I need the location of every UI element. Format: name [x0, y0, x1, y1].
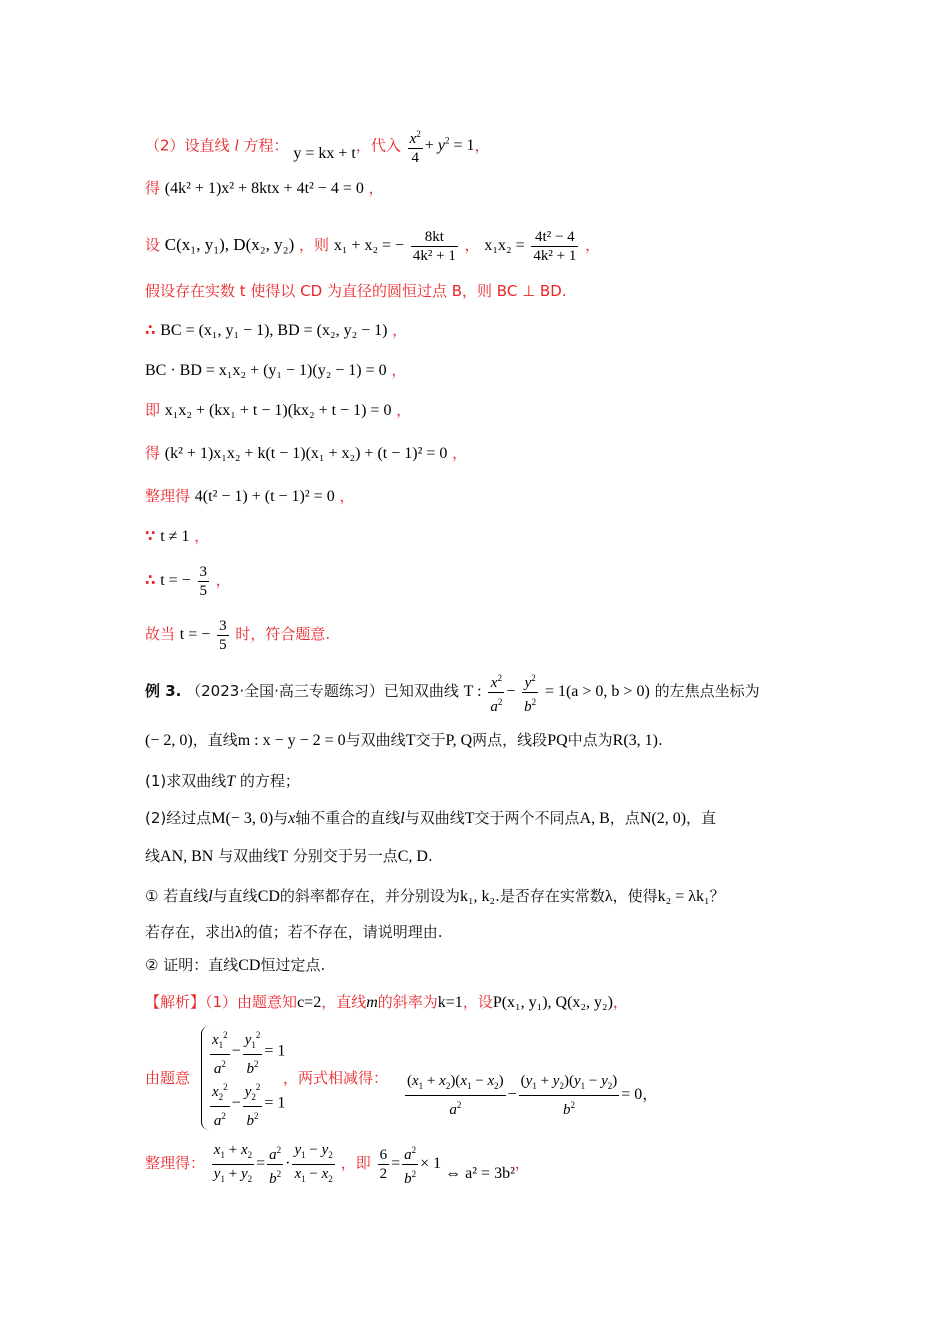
example-3-line-2 — [145, 730, 663, 751]
solution-line-10 — [145, 526, 209, 547]
example-3-statement: 例 3. （2023·全国·高三专题练习）已知双曲线 T : $\frac{x^2}{a^2}$ − $\frac{y^2}{b^2}$ = 1(a > 0, b > 0) 的左焦点坐标为 — [145, 668, 760, 714]
sum-fraction — [411, 228, 458, 265]
text: 得 — [145, 444, 161, 462]
text: ，点 — [609, 809, 640, 827]
rhs: = 1 — [264, 1094, 286, 1112]
text: 即 — [145, 401, 161, 419]
question-2-line-2 — [145, 846, 433, 867]
x-over-a-fraction: $\frac{x^2}{a^2}$ — [488, 669, 504, 716]
line-m-equation: m : x − y − 2 = 0 — [237, 732, 346, 749]
because-symbol: ∵ — [145, 527, 156, 545]
solution-line-6 — [145, 360, 406, 381]
text: 与双曲线 — [404, 809, 465, 827]
var-l: l — [234, 137, 239, 155]
var: CD — [257, 888, 280, 905]
solution-simplified — [145, 1138, 530, 1188]
numerator: 3 — [199, 563, 207, 580]
text: 若存在，求出 — [145, 923, 236, 941]
text: 的方程； — [235, 772, 300, 790]
numerator: 3 — [219, 617, 227, 634]
text: ，直 — [686, 809, 717, 827]
text: ② 证明：直线 — [145, 956, 239, 974]
text: 的斜率都存在，并分别设为 — [279, 887, 460, 905]
ellipse-fraction: $\frac{x^2}{4}$ — [408, 125, 423, 167]
dot-product-equation: BC · BD = x₁x₂ + (y₁ − 1)(y₂ − 1) = 0 — [145, 362, 387, 379]
question-1 — [145, 771, 300, 792]
text: 设 — [145, 236, 161, 254]
text: 方程： — [238, 136, 289, 155]
numerator: 4t² − 4 — [531, 228, 578, 247]
text: 交于两个不同点 — [474, 809, 580, 827]
rhs: = 1 — [264, 1042, 286, 1060]
text: （2023·全国·高三专题练习）已知双曲线 — [186, 682, 459, 700]
text: ，设 — [462, 993, 493, 1011]
text: 恒过定点. — [260, 956, 326, 974]
text: ， — [194, 527, 210, 545]
var: x — [288, 810, 296, 827]
var: T — [405, 732, 416, 749]
sub-question-1-line-2 — [145, 922, 443, 943]
solution-line-9 — [145, 486, 354, 507]
condition: = 1(a > 0, b > 0) — [544, 683, 650, 700]
sub-question-1-line-1 — [145, 886, 725, 907]
sum-expression: x₁ + x₂ = − — [333, 237, 405, 254]
point-n: N(2, 0) — [639, 810, 687, 827]
var: k₁, k₂ — [459, 888, 496, 905]
text: 与双曲线 — [345, 731, 406, 749]
solution-line-2 — [145, 178, 384, 199]
text: 的斜率为 — [377, 993, 438, 1011]
text: 轴不重合的直线 — [295, 809, 401, 827]
focus-coordinate: (− 2, 0) — [145, 732, 193, 749]
text: (1)求双曲线 — [145, 772, 227, 790]
points-pq: P(x₁, y₁), Q(x₂, y₂) — [492, 994, 613, 1011]
text: ， — [642, 1085, 658, 1104]
text: （1）由题意知 — [205, 993, 298, 1011]
text: 分别交于另一点 — [287, 847, 398, 865]
solution-line-4: 假设存在实数 t 使得以 CD 为直径的圆恒过点 B，则 BC ⊥ BD. — [145, 282, 567, 300]
example-label: 例 3. — [145, 682, 182, 700]
text: ， — [514, 1154, 530, 1172]
text: 中点为 — [567, 731, 613, 749]
therefore-symbol: ∴ — [145, 571, 156, 589]
text: .是否存在实常数 — [495, 887, 605, 905]
var: λ — [235, 924, 243, 941]
product-fraction — [531, 228, 578, 265]
solution-line-1: （2）设直线 l 方程： y = kx + t，代入 $\frac{x^2}{4}$ + $y^2 = 1$， — [145, 118, 489, 164]
text: 与直线 — [212, 887, 258, 905]
text: (2)经过点 — [145, 809, 212, 827]
text: 交于 — [415, 731, 446, 749]
therefore-symbol: ∴ — [145, 321, 156, 339]
simplified-equation: 4(t² − 1) + (t − 1)² = 0 — [194, 488, 335, 505]
solution-line-12 — [145, 612, 330, 656]
value: c=2 — [297, 994, 322, 1011]
text: ， — [215, 571, 231, 589]
text: ，即 — [340, 1154, 371, 1172]
y-over-b-fraction: $\frac{y^2}{b^2}$ — [522, 669, 538, 716]
denominator: 5 — [219, 636, 227, 653]
text: . — [427, 847, 433, 865]
var: A, B — [579, 810, 610, 827]
t-fraction — [198, 563, 210, 600]
solution-line-3: 设 C(x₁, y₁), D(x₂, y₂) ，则 x₁ + x₂ = − $\frac{8kt}{\text{4k² + 1}}$ ， x₁x₂ = $\frac{\text{4t² − 4}}{\text{4k² + 1}}$ ， — [145, 228, 601, 264]
text: ，代入 — [355, 136, 401, 155]
text: 整理得： — [145, 1154, 206, 1172]
text: 故当 — [145, 625, 176, 643]
numerator: 8kt — [411, 228, 458, 247]
var: PQ — [547, 732, 568, 749]
text: . — [657, 731, 663, 749]
solution-line-8 — [145, 443, 467, 464]
text: ， — [585, 236, 601, 254]
text: ， — [396, 401, 412, 419]
var: AN, BN — [160, 848, 214, 865]
vectors-equation: BC = (x₁, y₁ − 1), BD = (x₂, y₂ − 1) — [160, 322, 388, 339]
text: 的值；若不存在，请说明理由. — [242, 923, 443, 941]
text: ？ — [709, 887, 725, 905]
expanded-equation: x₁x₂ + (kx₁ + t − 1)(kx₂ + t − 1) = 0 — [164, 402, 392, 419]
t-value: t = − — [160, 572, 191, 589]
var: CD — [238, 957, 261, 974]
var: C, D — [397, 848, 428, 865]
text: 得 — [145, 179, 161, 197]
var: l — [208, 888, 213, 905]
text: 两点，线段 — [472, 731, 548, 749]
ratio-equation: $\frac{x_1 + x_2}{y_1 + y_2}$ = $\frac{a^2}{b^2}$ · $\frac{y_1 - y_2}{x_1 - x_2}$ — [213, 1141, 333, 1187]
text: ，使得 — [612, 887, 658, 905]
text: 由题意 — [145, 1069, 191, 1087]
text: （2）设直线 — [145, 136, 235, 155]
line-equation: y = kx + t — [293, 145, 356, 163]
sub-question-2 — [145, 955, 325, 976]
text: 与双曲线 — [213, 847, 279, 865]
var: l — [400, 810, 405, 827]
text: ，则 — [299, 236, 330, 254]
solution-line-7 — [145, 400, 411, 421]
analysis-tag: 【解析】 — [145, 993, 206, 1011]
var: λ — [604, 888, 613, 905]
text: ① 若直线 — [145, 887, 209, 905]
equation-system: $\frac{x_1^2}{a^2}$ − $\frac{y_1^2}{b^2}$ = 1 $\frac{x_2^2}{a^2}$ − $\frac{y_2^2}{b^2}$ = 1 — [201, 1026, 285, 1130]
value: k=1 — [437, 994, 463, 1011]
times-one: × 1 — [420, 1155, 442, 1172]
quadratic-equation: (4k² + 1)x² + 8ktx + 4t² − 4 = 0 — [164, 180, 364, 197]
denominator: 4k² + 1 — [412, 247, 456, 264]
t-value: t = − — [179, 626, 211, 643]
text: 与 — [273, 809, 289, 827]
text: ， — [368, 179, 384, 197]
var: m — [366, 994, 378, 1011]
denominator: 4k² + 1 — [533, 247, 577, 264]
text: ， — [474, 136, 490, 155]
substituted-equation: (k² + 1)x₁x₂ + k(t − 1)(x₁ + x₂) + (t − 1)² = 0 — [164, 445, 448, 462]
text: ，直线 — [321, 993, 367, 1011]
text: ， — [391, 361, 407, 379]
var: P, Q — [445, 732, 473, 749]
point-m: M(− 3, 0) — [211, 810, 274, 827]
denominator: 5 — [199, 582, 207, 599]
text: ， — [392, 321, 408, 339]
rhs: = 0 — [621, 1086, 643, 1104]
midpoint: R(3, 1) — [612, 732, 658, 749]
curve-name: T : — [463, 683, 482, 700]
text: 整理得 — [145, 487, 191, 505]
var: T — [226, 773, 236, 790]
text: 的左焦点坐标为 — [654, 682, 760, 700]
text: ，两式相减得： — [283, 1069, 389, 1087]
text: ， — [452, 444, 468, 462]
condition: t ≠ 1 — [160, 528, 190, 545]
question-2-line-1 — [145, 808, 716, 829]
text: 线 — [145, 847, 161, 865]
text: 时，符合题意. — [235, 625, 331, 643]
var: T — [278, 848, 288, 865]
t-fraction — [217, 617, 229, 654]
solution-part-1 — [145, 992, 628, 1013]
text: ，直线 — [192, 731, 238, 749]
solution-line-11 — [145, 558, 231, 602]
product-expression: x₁x₂ = — [484, 237, 525, 254]
text: ， — [339, 487, 355, 505]
points-cd: C(x₁, y₁), D(x₂, y₂) — [164, 235, 295, 254]
subtracted-equation: $\frac{(x_1 + x_2)(x_1 - x_2)}{a^2}$ − $\frac{(y_1 + y_2)(y_1 - y_2)}{b^2}$ = 0， — [407, 1073, 658, 1118]
var: T — [464, 810, 475, 827]
text: ， — [612, 993, 628, 1011]
solution-line-5 — [145, 320, 407, 341]
relation: k₂ = λk₁ — [657, 888, 710, 905]
numeric-equation: $\frac{6}{2}$ = $\frac{a^2}{b^2}$ × 1 — [376, 1155, 446, 1172]
result-equation: ⇔ a² = 3b² — [445, 1165, 515, 1182]
